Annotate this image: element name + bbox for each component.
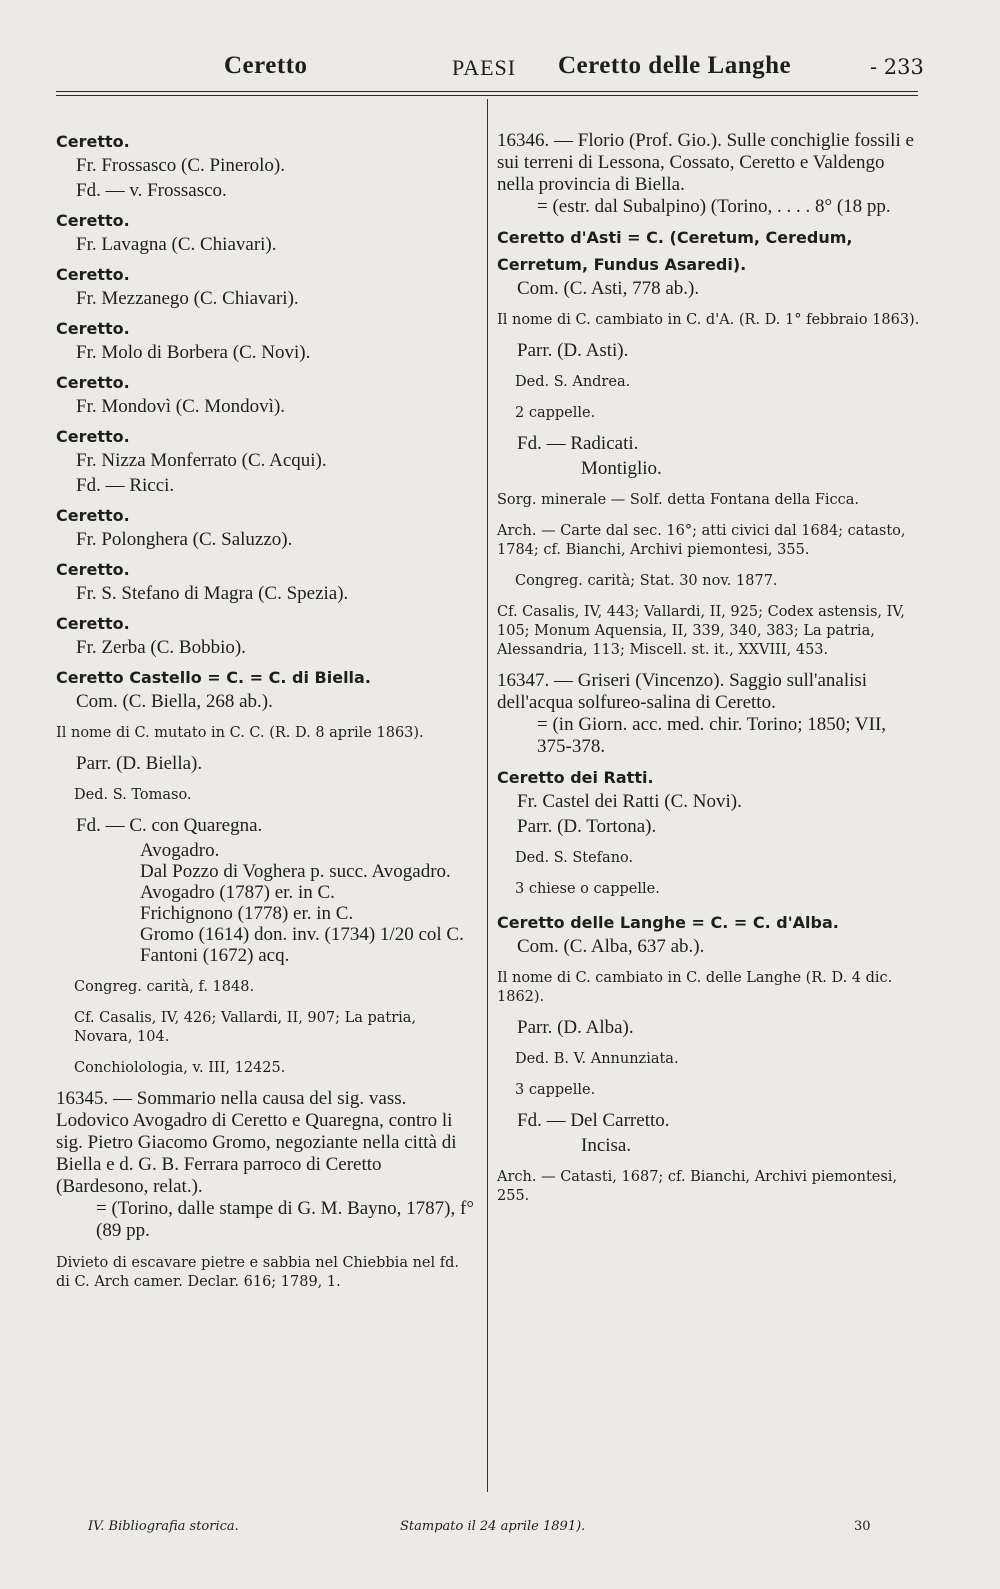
- entry-line: Fr. Nizza Monferrato (C. Acqui).: [76, 450, 327, 471]
- bibliography-imprint: = (Torino, dalle stampe di G. M. Bayno, 1787), f° (89 pp.: [96, 1198, 474, 1241]
- footer-sheet-number: 30: [854, 1519, 871, 1534]
- header-right-title: Ceretto delle Langhe: [558, 52, 792, 79]
- bibliography-imprint: = (estr. dal Subalpino) (Torino, . . . . 8° (18 pp.: [537, 196, 891, 217]
- entry-heading: Ceretto.: [56, 319, 130, 338]
- entry-note: Ded. S. Stefano.: [515, 850, 634, 866]
- right-column: [497, 122, 921, 1216]
- entry-note: Sorg. minerale — Solf. detta Fontana della Ficca.: [497, 492, 860, 508]
- entry-line: Com. (C. Asti, 778 ab.).: [517, 278, 700, 299]
- bibliography-imprint: = (in Giorn. acc. med. chir. Torino; 1850; VII, 375-378.: [537, 714, 887, 757]
- entry-heading: Ceretto d'Asti = C. (Ceretum, Ceredum, Cerretum, Fundus Asaredi).: [497, 228, 853, 274]
- bibliography-entry: 16347. — Griseri (Vincenzo). Saggio sull'analisi dell'acqua solfureo-salina di Ceretto.: [497, 670, 868, 713]
- entry-line: Fr. S. Stefano di Magra (C. Spezia).: [76, 583, 349, 604]
- entry-note: Ded. S. Andrea.: [515, 374, 631, 390]
- entry-heading: Ceretto dei Ratti.: [497, 768, 654, 787]
- entry-heading: Ceretto.: [56, 560, 130, 579]
- entry-subline: Avogadro.: [140, 840, 220, 861]
- entry-heading: Ceretto.: [56, 614, 130, 633]
- entry-line: Parr. (D. Biella).: [76, 753, 203, 774]
- entry-note: Cf. Casalis, IV, 443; Vallardi, II, 925; Codex astensis, IV, 105; Monum Aquensia, II, 339, 340, 383; La patria, Alessandria, 113; Miscell. st. it., XXVIII, 453.: [497, 604, 905, 658]
- entry-line: Fr. Mondovì (C. Mondovì).: [76, 396, 286, 417]
- header-rule-top: [56, 91, 918, 92]
- entry-subline: Avogadro (1787) er. in C.: [140, 882, 335, 903]
- entry-note: Congreg. carità; Stat. 30 nov. 1877.: [515, 573, 778, 589]
- entry-line: Fr. Frossasco (C. Pinerolo).: [76, 155, 285, 176]
- entry-line: Fd. — Ricci.: [76, 475, 175, 496]
- header-section: PAESI: [452, 55, 517, 80]
- entry-note: Il nome di C. cambiato in C. delle Langhe (R. D. 4 dic. 1862).: [497, 970, 893, 1005]
- entry-note: 3 cappelle.: [515, 1082, 596, 1098]
- entry-heading: Ceretto.: [56, 132, 130, 151]
- entry-subline: Gromo (1614) don. inv. (1734) 1/20 col C.: [140, 924, 464, 945]
- bibliography-entry: 16346. — Florio (Prof. Gio.). Sulle conchiglie fossili e sui terreni di Lessona, Cossato, Ceretto e Valdengo nella provincia di Biella.: [497, 130, 914, 195]
- entry-line: Fr. Molo di Borbera (C. Novi).: [76, 342, 311, 363]
- entry-note: Cf. Casalis, IV, 426; Vallardi, II, 907; La patria, Novara, 104.: [74, 1010, 417, 1045]
- entry-line: Fr. Mezzanego (C. Chiavari).: [76, 288, 299, 309]
- entry-subline: Frichignono (1778) er. in C.: [140, 903, 354, 924]
- entry-note: Conchiolologia, v. III, 12425.: [74, 1060, 286, 1076]
- footer-signature: IV. Bibliografia storica.: [88, 1519, 239, 1534]
- entry-heading: Ceretto Castello = C. = C. di Biella.: [56, 668, 371, 687]
- entry-line: Parr. (D. Asti).: [517, 340, 629, 361]
- entry-subline: Montiglio.: [581, 458, 662, 479]
- left-column: [56, 122, 474, 1302]
- entry-line: Fr. Castel dei Ratti (C. Novi).: [517, 791, 742, 812]
- entry-line: Fr. Zerba (C. Bobbio).: [76, 637, 246, 658]
- entry-note: 3 chiese o cappelle.: [515, 881, 660, 897]
- entry-heading: Ceretto.: [56, 211, 130, 230]
- entry-subline: Fantoni (1672) acq.: [140, 945, 290, 966]
- entry-line: Fd. — C. con Quaregna.: [76, 815, 263, 836]
- entry-heading: Ceretto.: [56, 427, 130, 446]
- footer-print-date: Stampato il 24 aprile 1891).: [400, 1519, 586, 1534]
- entry-heading: Ceretto.: [56, 265, 130, 284]
- entry-heading: Ceretto.: [56, 373, 130, 392]
- entry-line: Fr. Lavagna (C. Chiavari).: [76, 234, 277, 255]
- entry-line: Fd. — v. Frossasco.: [76, 180, 227, 201]
- entry-subline: Incisa.: [581, 1135, 632, 1156]
- column-divider: [487, 99, 488, 1492]
- entry-line: Com. (C. Biella, 268 ab.).: [76, 691, 273, 712]
- entry-note: 2 cappelle.: [515, 405, 596, 421]
- entry-note: Il nome di C. mutato in C. C. (R. D. 8 aprile 1863).: [56, 725, 424, 741]
- entry-note: Divieto di escavare pietre e sabbia nel Chiebbia nel fd. di C. Arch camer. Declar. 616; 1789, 1.: [56, 1255, 459, 1290]
- entry-subline: Dal Pozzo di Voghera p. succ. Avogadro.: [140, 861, 451, 882]
- entry-line: Fd. — Del Carretto.: [517, 1110, 670, 1131]
- header-rule-bottom: [56, 95, 918, 96]
- entry-heading: Ceretto.: [56, 506, 130, 525]
- entry-line: Parr. (D. Alba).: [517, 1017, 634, 1038]
- entry-line: Fd. — Radicati.: [517, 433, 639, 454]
- entry-note: Arch. — Carte dal sec. 16°; atti civici dal 1684; catasto, 1784; cf. Bianchi, Archivi piemontesi, 355.: [497, 523, 906, 558]
- running-header: [56, 52, 924, 88]
- entry-note: Ded. S. Tomaso.: [74, 787, 192, 803]
- entry-heading: Ceretto delle Langhe = C. = C. d'Alba.: [497, 913, 839, 932]
- entry-line: Parr. (D. Tortona).: [517, 816, 657, 837]
- entry-line: Com. (C. Alba, 637 ab.).: [517, 936, 705, 957]
- entry-note: Il nome di C. cambiato in C. d'A. (R. D. 1° febbraio 1863).: [497, 312, 920, 328]
- page-number: - 233: [870, 55, 924, 79]
- entry-note: Ded. B. V. Annunziata.: [515, 1051, 679, 1067]
- entry-note: Arch. — Catasti, 1687; cf. Bianchi, Archivi piemontesi, 255.: [497, 1169, 898, 1204]
- header-left-title: Ceretto: [224, 52, 308, 79]
- bibliography-entry: 16345. — Sommario nella causa del sig. vass. Lodovico Avogadro di Ceretto e Quaregna, contro li sig. Pietro Giacomo Gromo, negoziante nella città di Biella e d. G. B. Ferrara parroco di Ceretto (Bardesono, relat.).: [56, 1088, 457, 1197]
- entry-line: Fr. Polonghera (C. Saluzzo).: [76, 529, 293, 550]
- entry-note: Congreg. carità, f. 1848.: [74, 979, 255, 995]
